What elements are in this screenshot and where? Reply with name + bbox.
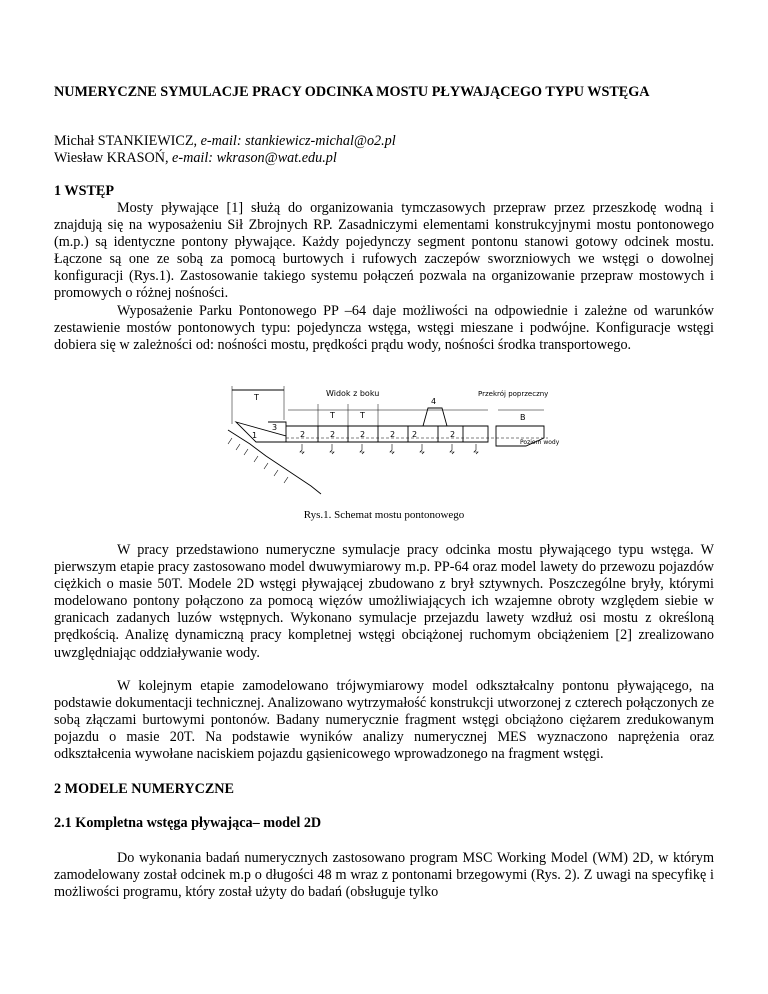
anchor-marks xyxy=(300,444,478,454)
author-name: Michał STANKIEWICZ, xyxy=(54,133,198,149)
paragraph xyxy=(54,678,714,763)
label-T: T xyxy=(254,393,259,402)
label-B: B xyxy=(520,413,526,422)
label-2: 2 xyxy=(450,430,456,439)
pontoon-bridge-diagram xyxy=(226,386,560,498)
paragraph xyxy=(54,303,714,354)
paper-title: NUMERYCZNE SYMULACJE PRACY ODCINKA MOSTU PŁYWAJĄCEGO TYPU WSTĘGA xyxy=(54,84,650,100)
side-view-label: Widok z boku xyxy=(326,389,380,398)
author-email: e-mail: wkrason@wat.edu.pl xyxy=(172,150,337,166)
author-email: e-mail: stankiewicz-michal@o2.pl xyxy=(200,133,396,149)
water-level-label: Poziom wody xyxy=(520,439,560,446)
label-T: T xyxy=(330,411,335,420)
label-4: 4 xyxy=(431,397,437,406)
paragraph-text: Wyposażenie Parku Pontonowego PP –64 daje możliwości na odpowiednie i zależne od warunków zestawienie mostów pontonowych typu: pojedyncza wstęga, wstęgi mieszane i podwójne. Konfiguracje wstęgi dobiera się w zależności od: nośności mostu, prędkości prądu wody, nośności środka transportowego. xyxy=(54,303,714,354)
label-2: 2 xyxy=(360,430,366,439)
ribbon-deck xyxy=(286,426,488,442)
vehicle-4 xyxy=(423,408,447,426)
label-2: 2 xyxy=(330,430,336,439)
ground-hatching xyxy=(228,438,288,483)
paragraph-text: Do wykonania badań numerycznych zastosowano program MSC Working Model (WM) 2D, w którym zamodelowany został odcinek m.p o długości 48 m wraz z pontonami brzegowymi (Rys. 2). Z uwagi na specyfikę i możliwości programu, który został użyty do badań (obsługuje tylko xyxy=(54,850,714,901)
label-2: 2 xyxy=(412,430,418,439)
paragraph-text: W pracy przedstawiono numeryczne symulacje pracy odcinka mostu pływającego typu wstęga. W pierwszym etapie pracy zastosowano model dwuwymiarowy m.p. PP-64 oraz model lawety do przewozu pojazdów ciężkich o masie 50T. Modele 2D wstęgi pływającej zbudowano z brył sztywnych. Poszczególne bryły, którymi modelowano pontony połączono za pomocą więzów umożliwiających ich wzajemne obroty względem siebie w granicach zadanych luzów wstępnych. Wykonano symulacje przejazdu lawety wzdłuż osi mostu z określoną prędkością. Analizę dynamiczną pracy kompletnej wstęgi obciążonej ruchomym obciążeniem [2] zrealizowano uwzględniając oddziaływanie wody. xyxy=(54,542,714,661)
paragraph-text: Mosty pływające [1] służą do organizowania tymczasowych przepraw przez przeszkodę wodną i znajdują się na wyposażeniu Sił Zbrojnych RP. Zasadniczymi elementami konstrukcyjnymi mostu pontonowego (m.p.) są identyczne pontony pływające. Każdy pojedynczy segment pontonu stanowi gotowy odcinek mostu. Łączone są one ze sobą za pomocą burtowych i rufowych zaczepów sworzniowych we wstęgi o dowolnej konfiguracji (Rys.1). Zastosowanie takiego systemu połączeń pozwala na organizowanie przepraw mostowych i promowych o różnej nośności. xyxy=(54,200,714,302)
paragraph-text: W kolejnym etapie zamodelowano trójwymiarowy model odkształcalny pontonu pływającego, na podstawie dokumentacji technicznej. Analizowano wytrzymałość konstrukcji utworzonej z czterech połączonych ze sobą złączami burtowymi pontonów. Badany numerycznie fragment wstęgi obciążono ciężarem zredukowanym pojazdu o masie 20T. Na podstawie wyników analizy numerycznej MES wyznaczono naprężenia oraz odkształcenia wywołane naciskiem pojazdu gąsienicowego wprowadzonego na fragment wstęgi. xyxy=(54,678,714,763)
label-3: 3 xyxy=(272,423,278,432)
label-2: 2 xyxy=(300,430,306,439)
riverbank-slope xyxy=(228,430,321,494)
author-list xyxy=(54,133,396,167)
label-1: 1 xyxy=(252,431,258,440)
author-name: Wiesław KRASOŃ, xyxy=(54,150,169,166)
author-line xyxy=(54,150,396,167)
paragraph xyxy=(54,850,714,901)
paragraph xyxy=(54,542,714,662)
paragraph xyxy=(54,200,714,303)
pontoon-1 xyxy=(236,422,286,442)
label-T: T xyxy=(360,411,365,420)
label-2: 2 xyxy=(390,430,396,439)
cross-section-label: Przekrój poprzeczny xyxy=(478,390,549,398)
section-heading: 1 WSTĘP xyxy=(54,183,115,199)
author-line xyxy=(54,133,396,150)
figure-caption: Rys.1. Schemat mostu pontonowego xyxy=(303,509,465,521)
section-heading: 2 MODELE NUMERYCZNE xyxy=(54,781,235,797)
subsection-heading: 2.1 Kompletna wstęga pływająca– model 2D xyxy=(54,815,322,831)
